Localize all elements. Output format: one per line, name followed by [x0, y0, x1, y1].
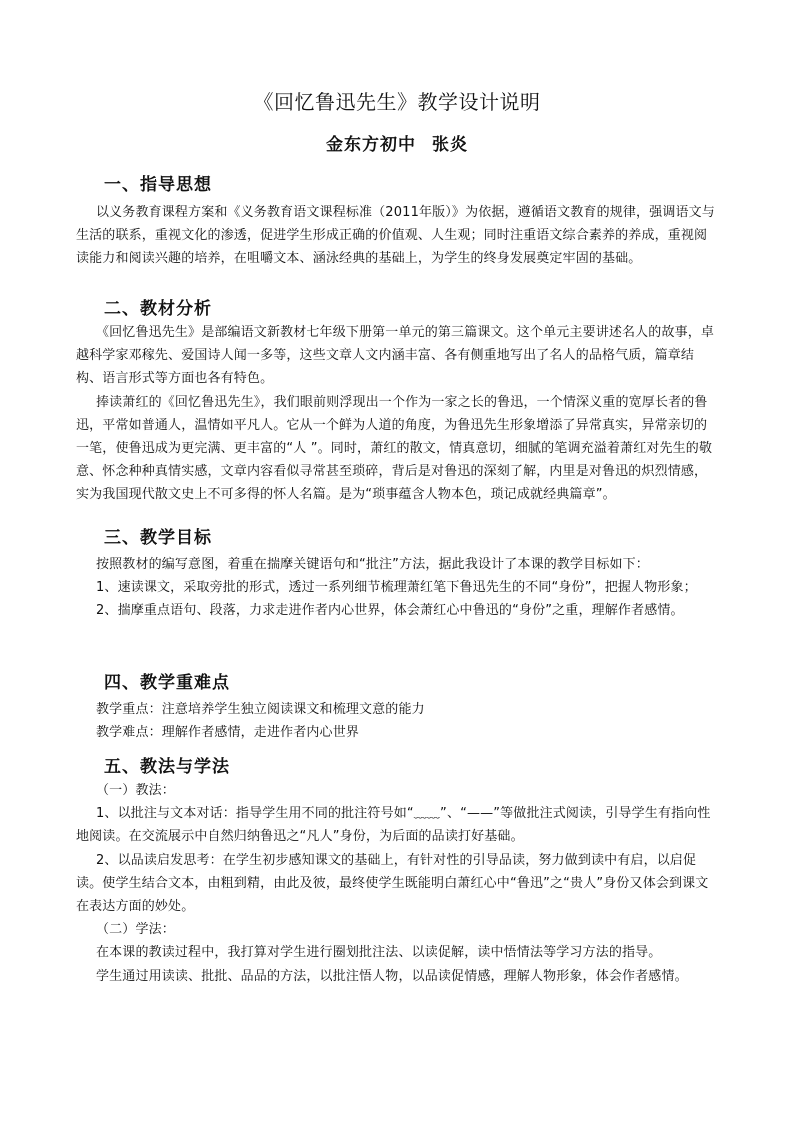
section-heading-key-difficult-points: 四、教学重难点	[104, 673, 230, 693]
author-line	[0, 130, 794, 155]
objective-1: 1、速读课文，采取旁批的形式，透过一系列细节梳理萧红笔下鲁迅先生的不同“身份”，把握人物形象；	[96, 580, 697, 596]
paragraph: 以义务教育课程方案和《义务教育语文课程标准（2011年版）》为依据，遵循语文教育的规律，强调语文与生活的联系，重视文化的渗透，促进学生形成正确的价值观、人生观；同时注重语文综合素养的养成，重视阅读能力和阅读兴趣的培养，在咀嚼文本、涵泳经典的基础上，为学生的终身发展奠定牢固的基础。	[76, 205, 715, 267]
section-body-guiding-ideology	[76, 201, 716, 271]
author-school: 金东方初中	[326, 135, 416, 155]
key-point: 教学重点：注意培养学生独立阅读课文和梳理文意的能力	[96, 702, 425, 717]
section-heading-guiding-ideology: 一、指导思想	[104, 175, 212, 195]
section-body-methods	[76, 779, 716, 988]
section-body-key-difficult-points	[76, 698, 716, 744]
difficult-point: 教学难点：理解作者感情，走进作者内心世界	[96, 725, 360, 741]
section-heading-methods: 五、教法与学法	[104, 757, 230, 777]
document-title: 《回忆鲁迅先生》教学设计说明	[253, 90, 541, 114]
section-body-teaching-objectives	[76, 553, 716, 623]
objective-2: 2、揣摩重点语句、段落，力求走进作者内心世界，体会萧红心中鲁迅的“身份”之重，理解作者感情。	[96, 603, 684, 619]
paragraph: 在本课的教读过程中，我打算对学生进行圈划批注法、以读促解，读中悟情法等学习方法的指导。	[96, 945, 662, 961]
author-name: 张炎	[432, 135, 468, 155]
method-1: 1、以批注与文本对话：指导学生用不同的批注符号如“﹏﹏”、“——”等做批注式阅读，引导学生有指向性地阅读。在交流展示中自然归纳鲁迅之“凡人”身份，为后面的品读打好基础。	[76, 806, 711, 845]
section-heading-textbook-analysis: 二、教材分析	[104, 299, 212, 319]
paragraph: 捧读萧红的《回忆鲁迅先生》，我们眼前则浮现出一个作为一家之长的鲁迅，一个情深义重的宽厚长者的鲁迅，平常如普通人，温情如平凡人。它从一个鲜为人道的角度，为鲁迅先生形象增添了异常真实，异常亲切的一笔，使鲁迅成为更完满、更丰富的“人 ”。同时，萧红的散文，情真意切，细腻的笔调充溢着萧红对先生的敬意、怀念种种真情实感，文章内容看似寻常甚至琐碎，背后是对鲁迅的深刻了解，内里是对鲁迅的炽烈情感，实为我国现代散文史上不可多得的怀人名篇。是为“琐事蕴含人物本色，琐记成就经典篇章”。	[76, 394, 713, 503]
method-2: 2、以品读启发思考：在学生初步感知课文的基础上，有针对性的引导品读，努力做到读中有启，以启促读。使学生结合文本，由粗到精，由此及彼，最终使学生既能明白萧红心中“鲁迅”之“贵人”身份又体会到课文在表达方面的妙处。	[76, 852, 709, 915]
paragraph: 按照教材的编写意图，着重在揣摩关键语句和“批注”方法，据此我设计了本课的教学目标如下：	[96, 557, 649, 572]
subheading-learning-method: （二）学法：	[96, 922, 175, 938]
section-heading-teaching-objectives: 三、教学目标	[104, 528, 212, 548]
paragraph: 《回忆鲁迅先生》是部编语文新教材七年级下册第一单元的第三篇课文。这个单元主要讲述名人的故事，卓越科学家邓稼先、爱国诗人闻一多等，这些文章人文内涵丰富、各有侧重地写出了名人的品格气质，篇章结构、语言形式等方面也各有特色。	[76, 325, 715, 387]
section-body-textbook-analysis	[76, 321, 716, 507]
paragraph: 学生通过用读读、批批、品品的方法，以批注悟人物，以品读促情感，理解人物形象，体会作者感情。	[96, 968, 688, 984]
subheading-teaching-method: （一）教法：	[96, 783, 175, 798]
